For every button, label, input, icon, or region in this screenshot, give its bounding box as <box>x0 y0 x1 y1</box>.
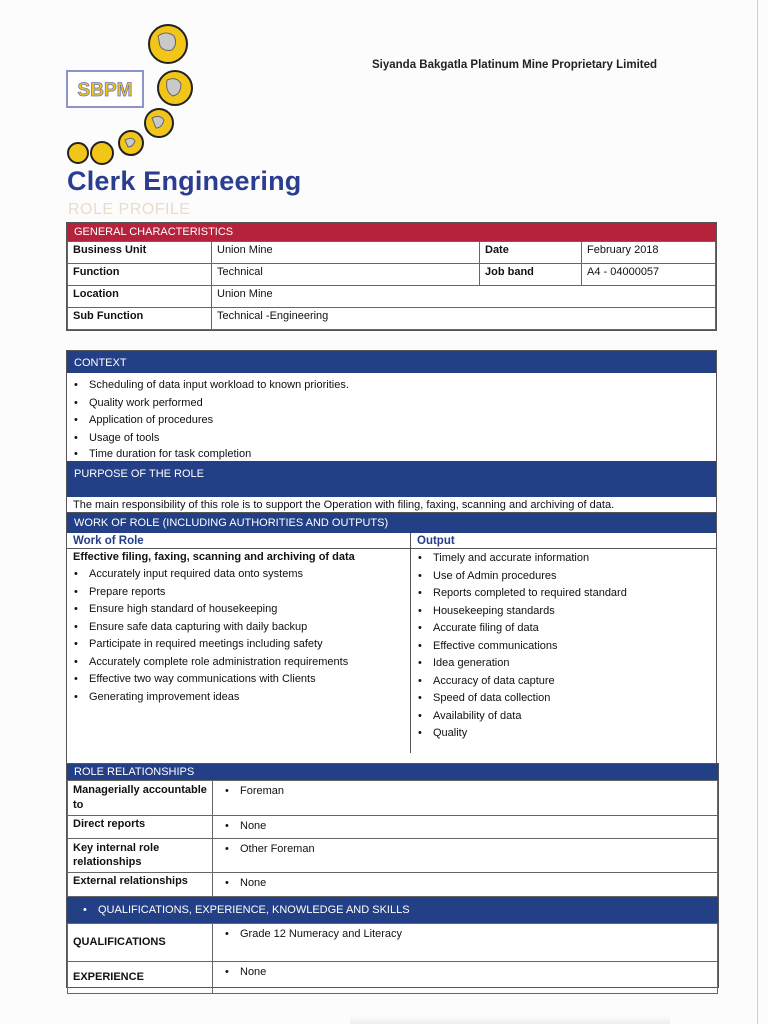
page-edge <box>757 0 758 1024</box>
external-relationships-value: • None <box>218 875 712 893</box>
qualifications-table <box>67 923 718 994</box>
general-characteristics-table <box>67 241 716 330</box>
sub-function-label: Sub Function <box>68 308 212 330</box>
list-item: • Idea generation <box>411 655 716 673</box>
list-item: • Participate in required meetings including safety <box>67 636 410 654</box>
list-item: • Prepare reports <box>67 584 410 602</box>
qualifications-heading: • QUALIFICATIONS, EXPERIENCE, KNOWLEDGE AND SKILLS <box>76 897 718 923</box>
list-item: • Accurately input required data onto systems <box>67 566 410 584</box>
list-item: • Reports completed to required standard <box>411 585 716 603</box>
direct-reports-value: • None <box>218 818 712 836</box>
date-value: February 2018 <box>582 242 716 264</box>
location-label: Location <box>68 286 212 308</box>
general-characteristics-heading: GENERAL CHARACTERISTICS <box>67 223 716 241</box>
role-detail-box <box>66 350 717 765</box>
work-column <box>67 533 411 753</box>
purpose-heading: PURPOSE OF THE ROLE <box>67 461 716 497</box>
list-item: • Quality work performed <box>67 395 716 413</box>
logo-text: SBPM <box>77 80 133 101</box>
work-column-header: Work of Role <box>67 533 410 549</box>
date-label: Date <box>480 242 582 264</box>
work-of-role-columns <box>67 533 716 753</box>
key-internal-relationships-value: • Other Foreman <box>218 841 712 859</box>
role-relationships-table <box>67 780 718 897</box>
list-item: • Accurate filing of data <box>411 620 716 638</box>
function-label: Function <box>68 264 212 286</box>
list-item: • Use of Admin procedures <box>411 568 716 586</box>
work-title: Effective filing, faxing, scanning and archiving of data <box>73 551 355 563</box>
output-column <box>411 533 716 753</box>
list-item: • Time duration for task completion <box>67 447 716 461</box>
context-heading: CONTEXT <box>67 351 716 373</box>
list-item: • Effective two way communications with Clients <box>67 671 410 689</box>
general-characteristics-box <box>66 222 717 331</box>
company-logo <box>64 22 204 172</box>
list-item: • Application of procedures <box>67 412 716 430</box>
list-item: • Accuracy of data capture <box>411 673 716 691</box>
list-item: • Scheduling of data input workload to known priorities. <box>67 377 716 395</box>
sub-function-value: Technical -Engineering <box>212 308 716 330</box>
list-item: • Effective communications <box>411 638 716 656</box>
list-item: • Availability of data <box>411 708 716 726</box>
job-band-value: A4 - 04000057 <box>582 264 716 286</box>
business-unit-value: Union Mine <box>212 242 480 264</box>
list-item: • Usage of tools <box>67 430 716 448</box>
page-title: Clerk Engineering <box>67 166 302 196</box>
page-subtitle: ROLE PROFILE <box>68 201 191 218</box>
key-internal-relationships-label: Key internal role relationships <box>68 838 213 872</box>
direct-reports-label: Direct reports <box>68 816 213 839</box>
list-item: • Generating improvement ideas <box>67 689 410 707</box>
business-unit-label: Business Unit <box>68 242 212 264</box>
location-value: Union Mine <box>212 286 716 308</box>
job-band-label: Job band <box>480 264 582 286</box>
managerially-accountable-value: • Foreman <box>218 783 712 801</box>
purpose-text: The main responsibility of this role is to support the Operation with filing, faxing, scanning and archiving of data. <box>67 497 716 513</box>
external-relationships-label: External relationships <box>68 872 213 896</box>
list-item: • Quality <box>411 725 716 743</box>
managerially-accountable-label: Managerially accountable to <box>68 781 213 816</box>
company-name: Siyanda Bakgatla Platinum Mine Proprietary Limited <box>372 59 658 71</box>
qualifications-heading-bar <box>67 897 718 923</box>
list-item: • Timely and accurate information <box>411 550 716 568</box>
list-item: • Accurately complete role administration requirements <box>67 654 410 672</box>
page-footer-fade <box>350 1016 670 1024</box>
context-list <box>67 373 716 461</box>
function-value: Technical <box>212 264 480 286</box>
work-list <box>67 566 410 706</box>
list-item: • Ensure safe data capturing with daily backup <box>67 619 410 637</box>
work-of-role-heading: WORK OF ROLE (INCLUDING AUTHORITIES AND OUTPUTS) <box>67 513 716 533</box>
output-column-header: Output <box>411 533 716 549</box>
qualifications-value: • Grade 12 Numeracy and Literacy <box>218 926 712 944</box>
experience-label: EXPERIENCE <box>68 961 213 993</box>
qualifications-label: QUALIFICATIONS <box>68 923 213 961</box>
output-list <box>411 549 716 743</box>
role-relationships-heading: ROLE RELATIONSHIPS <box>67 764 718 780</box>
list-item: • Ensure high standard of housekeeping <box>67 601 410 619</box>
list-item: • Housekeeping standards <box>411 603 716 621</box>
experience-value: • None <box>218 964 712 982</box>
relationships-box <box>66 763 719 988</box>
list-item: • Speed of data collection <box>411 690 716 708</box>
